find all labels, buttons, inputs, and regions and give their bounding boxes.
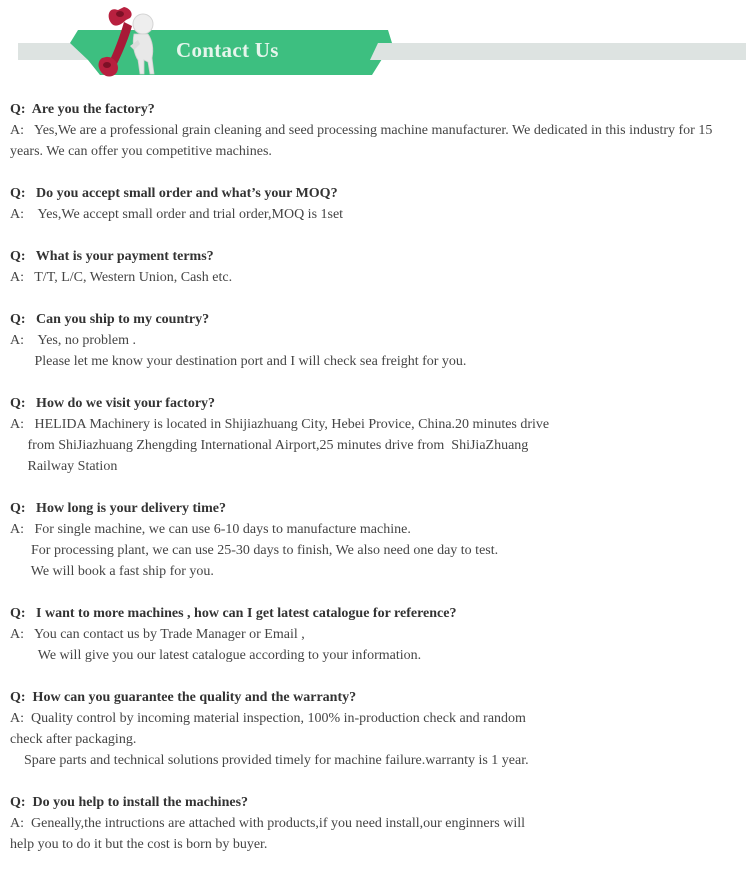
faq-answer-line: A: Yes,We accept small order and trial order,MOQ is 1set [10, 207, 344, 222]
faq-answer-line: We will book a fast ship for you. [10, 564, 214, 579]
faq-answer [10, 624, 745, 666]
faq-question: Q: Can you ship to my country? [10, 312, 210, 327]
faq-item [10, 603, 745, 666]
faq-question: Q: Do you accept small order and what’s your MOQ? [10, 186, 338, 201]
faq-answer [10, 414, 745, 477]
faq-item [10, 687, 745, 771]
faq-answer-line: Railway Station [10, 459, 118, 474]
faq-answer [10, 120, 745, 162]
faq-answer-line: A: Quality control by incoming material inspection, 100% in-production check and random [10, 711, 526, 726]
faq-answer [10, 708, 745, 771]
banner-graphic [0, 0, 751, 90]
faq-item [10, 792, 745, 855]
faq-answer-line: A: You can contact us by Trade Manager or Email , [10, 627, 305, 642]
faq-item [10, 246, 745, 288]
faq-question: Q: How can you guarantee the quality and the warranty? [10, 690, 357, 705]
faq-answer [10, 813, 745, 855]
faq-answer [10, 330, 745, 372]
faq-answer-line: check after packaging. [10, 732, 137, 747]
faq-question: Q: Do you help to install the machines? [10, 795, 249, 810]
faq-answer-line: help you to do it but the cost is born by buyer. [10, 837, 268, 852]
contact-us-banner [0, 0, 751, 90]
faq-answer-line: A: HELIDA Machinery is located in Shijiazhuang City, Hebei Provice, China.20 minutes drive [10, 417, 550, 432]
faq-answer-line: A: T/T, L/C, Western Union, Cash etc. [10, 270, 233, 285]
faq-answer [10, 519, 745, 582]
faq-answer [10, 267, 745, 288]
faq-answer-line: Please let me know your destination port and I will check sea freight for you. [10, 354, 467, 369]
faq-question: Q: How do we visit your factory? [10, 396, 216, 411]
faq-answer [10, 204, 745, 225]
faq-item [10, 99, 745, 162]
faq-answer-line: A: For single machine, we can use 6-10 days to manufacture machine. [10, 522, 411, 537]
faq-answer-line: from ShiJiazhuang Zhengding International Airport,25 minutes drive from ShiJiaZhuang [10, 438, 529, 453]
faq-question: Q: Are you the factory? [10, 102, 155, 117]
faq-item [10, 498, 745, 582]
faq-item [10, 393, 745, 477]
faq-answer-line: A: Geneally,the intructions are attached with products,if you need install,our enginners will [10, 816, 526, 831]
faq-answer-line: We will give you our latest catalogue according to your information. [10, 648, 422, 663]
faq-answer-line: A: Yes, no problem . [10, 333, 137, 348]
faq-item [10, 183, 745, 225]
faq-item [10, 309, 745, 372]
banner-title: Contact Us [176, 38, 279, 62]
faq-question: Q: I want to more machines , how can I get latest catalogue for reference? [10, 606, 457, 621]
faq-answer-line: For processing plant, we can use 25-30 days to finish, We also need one day to test. [10, 543, 499, 558]
faq-list [10, 99, 745, 876]
faq-answer-line: Spare parts and technical solutions provided timely for machine failure.warranty is 1 year. [10, 753, 529, 768]
faq-answer-line: A: Yes,We are a professional grain cleaning and seed processing machine manufacturer. We dedicated in this industry for 15 [10, 123, 713, 138]
faq-answer-line: years. We can offer you competitive machines. [10, 144, 272, 159]
faq-question: Q: What is your payment terms? [10, 249, 214, 264]
faq-question: Q: How long is your delivery time? [10, 501, 226, 516]
